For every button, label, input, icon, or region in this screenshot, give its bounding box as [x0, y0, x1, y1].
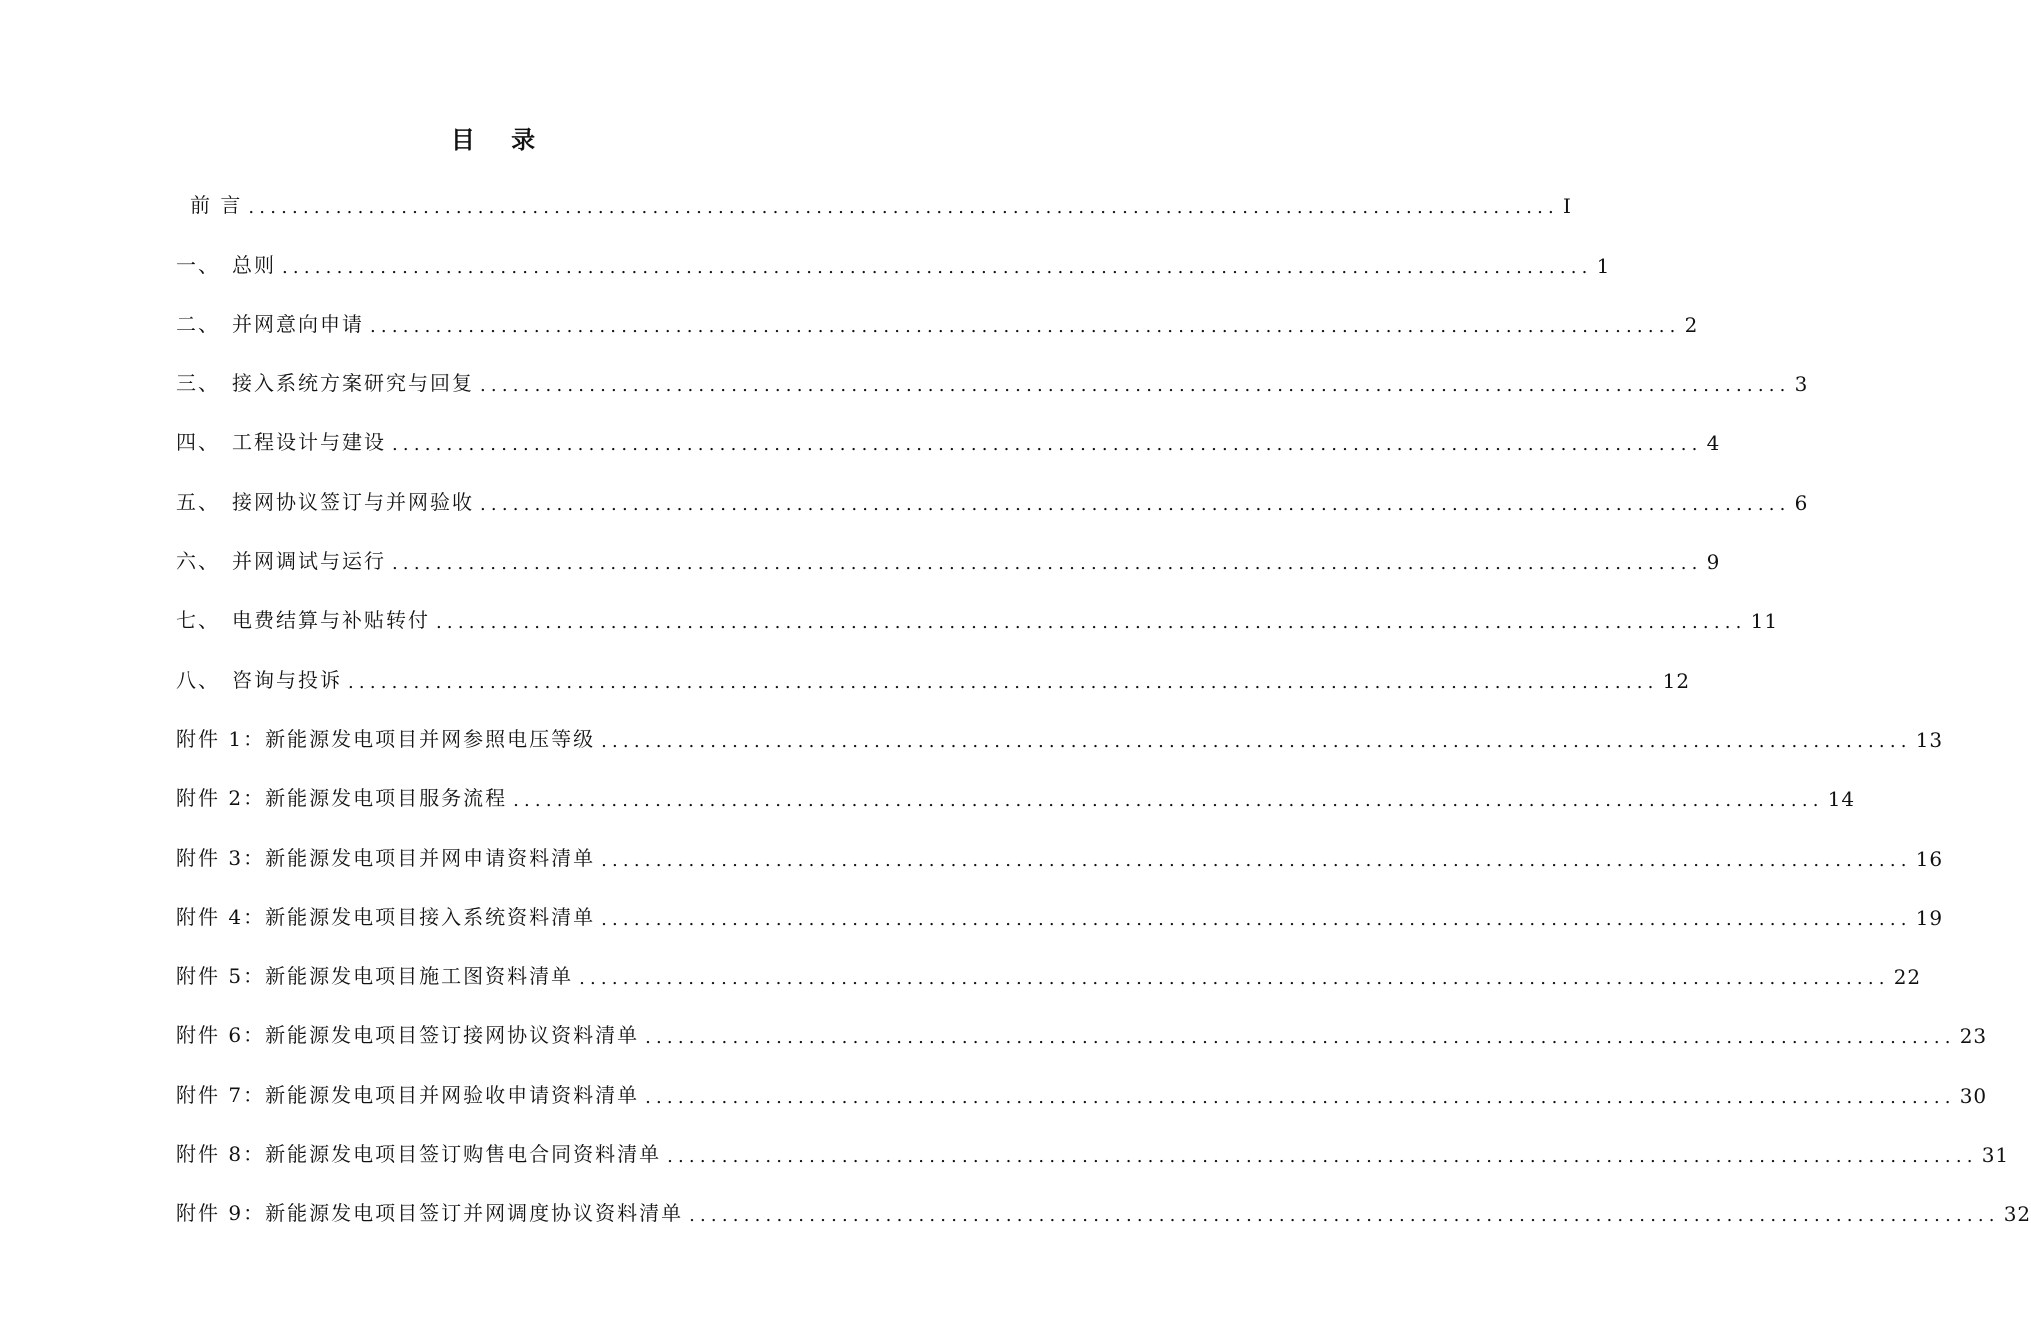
toc-entry-number: 五、 — [176, 489, 220, 514]
toc-entry-title: 新能源发电项目并网参照电压等级 — [265, 726, 596, 751]
toc-entry-number: 附件 8： — [176, 1142, 266, 1167]
toc-entry-number: 附件 5： — [176, 964, 266, 989]
toc-entry[interactable] — [176, 1069, 1988, 1128]
toc-dot-leader: ........................................................................................................................ — [370, 315, 1681, 337]
toc-dot-leader: ........................................................................................................................ — [601, 908, 1912, 930]
toc-entry-title: 总则 — [232, 252, 276, 277]
toc-entry[interactable] — [176, 714, 1944, 773]
toc-dot-leader: ........................................................................................................................ — [392, 553, 1703, 575]
toc-entry-number: 四、 — [176, 430, 220, 455]
toc-dot-leader: ........................................................................................................................ — [513, 790, 1824, 812]
toc-entry[interactable] — [176, 358, 1809, 417]
toc-entry-page-number: 32 — [2003, 1202, 2031, 1227]
toc-entry-title: 工程设计与建设 — [232, 430, 386, 455]
toc-entry-number: 附件 3： — [176, 845, 266, 870]
toc-entry[interactable] — [176, 654, 1691, 713]
toc-entry[interactable] — [176, 951, 1922, 1010]
toc-entry-number: 附件 7： — [176, 1082, 266, 1107]
toc-dot-leader: ........................................................................................................................ — [601, 730, 1912, 752]
toc-entry[interactable] — [176, 1010, 1988, 1069]
toc-entry-title: 新能源发电项目签订购售电合同资料清单 — [265, 1142, 662, 1167]
toc-entry[interactable] — [176, 417, 1721, 476]
toc-entry-page-number: 30 — [1959, 1083, 1988, 1108]
toc-entry-page-number: 3 — [1794, 372, 1809, 397]
toc-entry[interactable] — [176, 299, 1699, 358]
toc-entry[interactable] — [176, 536, 1721, 595]
toc-entry-page-number: 12 — [1662, 668, 1691, 693]
toc-entry-title: 新能源发电项目并网申请资料清单 — [265, 845, 596, 870]
toc-entry[interactable] — [176, 476, 1809, 535]
toc-entry[interactable] — [176, 595, 1779, 654]
toc-entry[interactable] — [176, 180, 1572, 239]
toc-entry-number: 八、 — [176, 667, 220, 692]
toc-entry-number: 三、 — [176, 371, 220, 396]
toc-entry-page-number: 4 — [1706, 431, 1721, 456]
toc-entry-title: 并网意向申请 — [232, 311, 364, 336]
toc-entry-number: 附件 9： — [176, 1201, 266, 1226]
toc-entry-number: 附件 2： — [176, 786, 266, 811]
toc-entry-page-number: 23 — [1959, 1024, 1988, 1049]
toc-dot-leader: ........................................................................................................................ — [480, 493, 1791, 515]
toc-dot-leader: ........................................................................................................................ — [579, 968, 1890, 990]
toc-entry-page-number: 22 — [1893, 965, 1922, 990]
toc-entry-page-number: 31 — [1981, 1143, 2010, 1168]
toc-entry-title: 电费结算与补贴转付 — [232, 608, 430, 633]
toc-entry[interactable] — [176, 1188, 2031, 1247]
toc-entry-title: 新能源发电项目签订接网协议资料清单 — [265, 1023, 640, 1048]
toc-entry-page-number: I — [1562, 194, 1572, 219]
toc-entry-title: 新能源发电项目接入系统资料清单 — [265, 904, 596, 929]
toc-entry-page-number: 16 — [1915, 846, 1944, 871]
toc-entry-title: 咨询与投诉 — [232, 667, 342, 692]
toc-entry-number: 附件 1： — [176, 726, 266, 751]
toc-entry-number: 二、 — [176, 311, 220, 336]
toc-entry[interactable] — [176, 773, 1856, 832]
toc-entry-number: 七、 — [176, 608, 220, 633]
toc-entry-number: 一、 — [176, 252, 220, 277]
toc-entry-title: 新能源发电项目签订并网调度协议资料清单 — [265, 1201, 684, 1226]
toc-entry-page-number: 11 — [1750, 609, 1779, 634]
toc-entry[interactable] — [176, 832, 1944, 891]
toc-entry-number: 附件 4： — [176, 904, 266, 929]
toc-entry-title: 新能源发电项目施工图资料清单 — [265, 964, 574, 989]
toc-dot-leader: ........................................................................................................................ — [689, 1205, 2000, 1227]
toc-entry[interactable] — [176, 239, 1611, 298]
toc-entry[interactable] — [176, 1129, 2010, 1188]
toc-entry-page-number: 19 — [1915, 905, 1944, 930]
toc-dot-leader: ........................................................................................................................ — [601, 849, 1912, 871]
toc-title: 目 录 — [450, 126, 550, 154]
toc-dot-leader: ........................................................................................................................ — [248, 197, 1559, 219]
toc-dot-leader: ........................................................................................................................ — [392, 434, 1703, 456]
toc-entry-page-number: 9 — [1706, 550, 1721, 575]
toc-dot-leader: ........................................................................................................................ — [480, 375, 1791, 397]
toc-entry-page-number: 1 — [1596, 253, 1611, 278]
table-of-contents — [176, 180, 2031, 1247]
toc-entry-title: 前 言 — [190, 193, 243, 218]
toc-entry-number: 附件 6： — [176, 1023, 266, 1048]
toc-entry[interactable] — [176, 892, 1944, 951]
toc-dot-leader: ........................................................................................................................ — [667, 1146, 1978, 1168]
toc-entry-page-number: 14 — [1827, 787, 1856, 812]
toc-dot-leader: ........................................................................................................................ — [282, 256, 1593, 278]
toc-entry-page-number: 6 — [1794, 490, 1809, 515]
toc-entry-title: 接入系统方案研究与回复 — [232, 371, 474, 396]
toc-dot-leader: ........................................................................................................................ — [348, 671, 1659, 693]
toc-dot-leader: ........................................................................................................................ — [436, 612, 1747, 634]
toc-entry-page-number: 13 — [1915, 727, 1944, 752]
toc-dot-leader: ........................................................................................................................ — [645, 1027, 1956, 1049]
toc-entry-page-number: 2 — [1684, 312, 1699, 337]
toc-entry-number: 六、 — [176, 549, 220, 574]
toc-entry-title: 新能源发电项目服务流程 — [265, 786, 508, 811]
toc-entry-title: 并网调试与运行 — [232, 549, 386, 574]
toc-dot-leader: ........................................................................................................................ — [645, 1086, 1956, 1108]
toc-entry-title: 新能源发电项目并网验收申请资料清单 — [265, 1082, 640, 1107]
toc-entry-title: 接网协议签订与并网验收 — [232, 489, 474, 514]
